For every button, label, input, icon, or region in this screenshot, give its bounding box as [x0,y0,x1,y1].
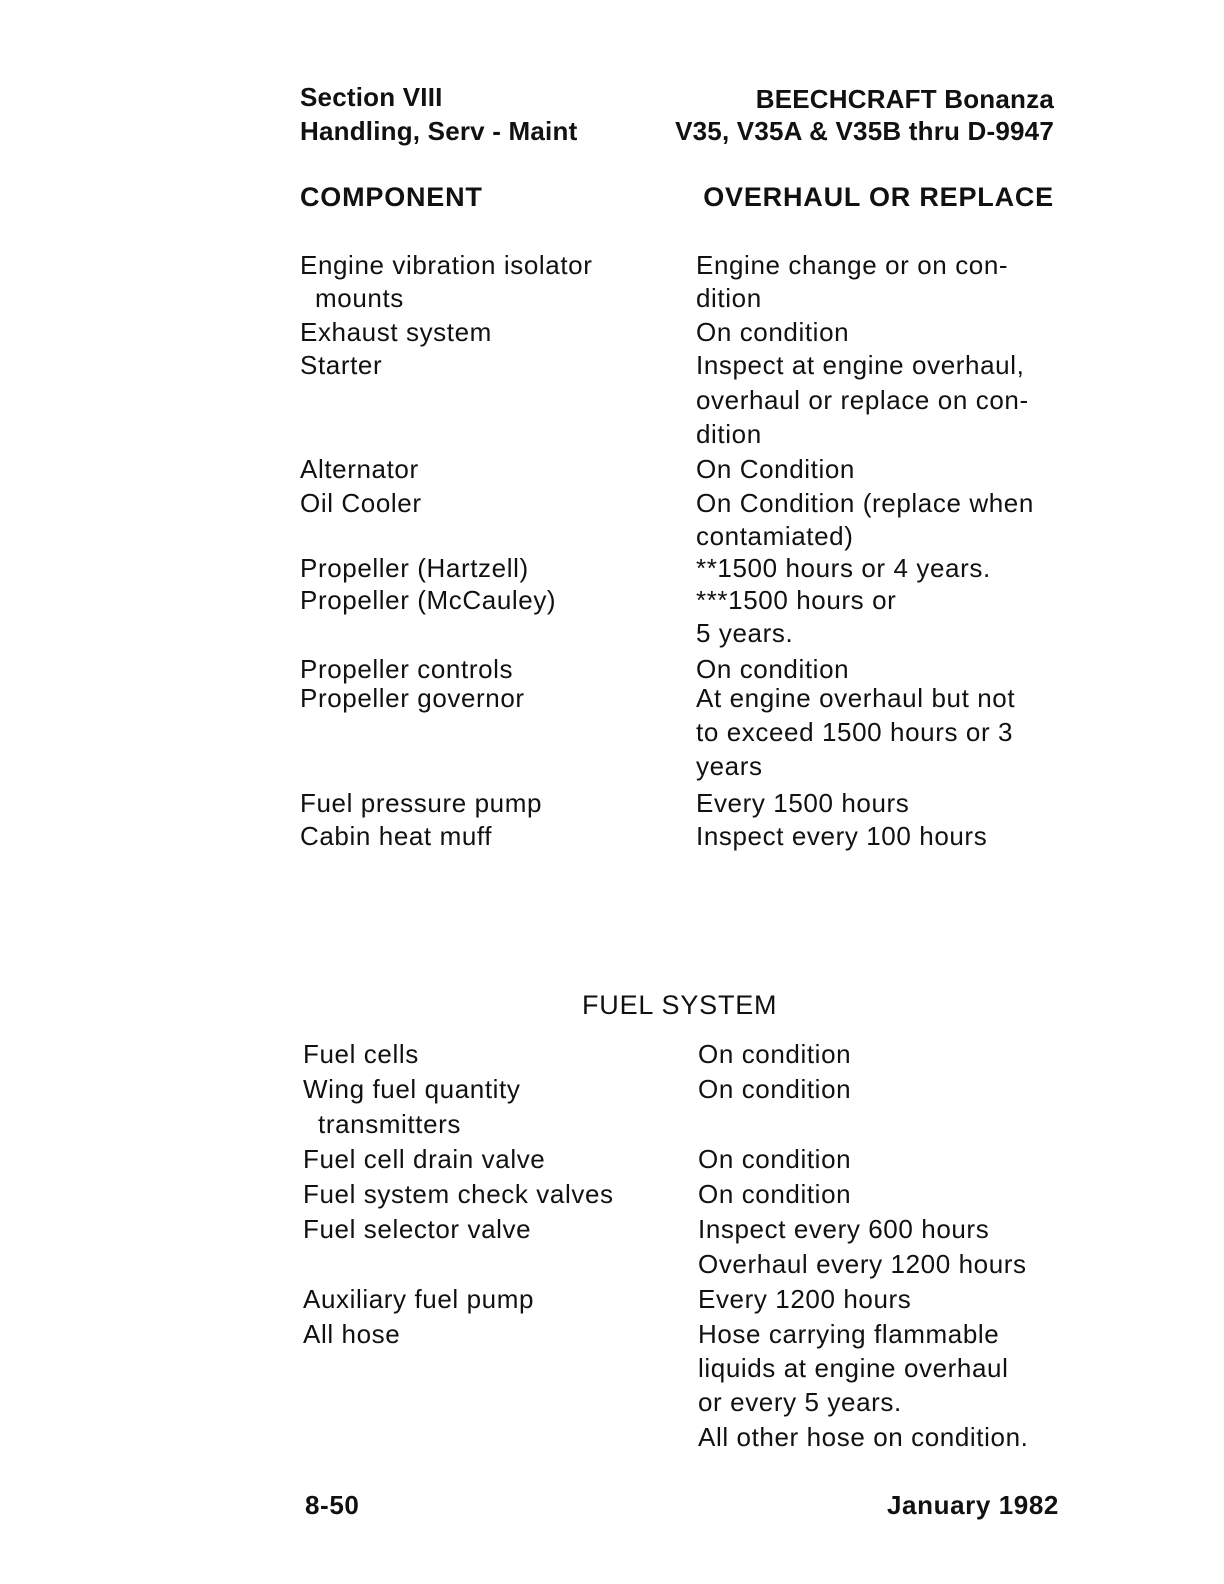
component-cabin-heat-muff: Cabin heat muff [300,821,493,851]
action-all-hose-line4: All other hose on condition. [698,1422,1029,1452]
component-oil-cooler: Oil Cooler [300,488,422,518]
component-engine-vibration-isolator: Engine vibration isolator [300,250,593,280]
action-starter-line1: Inspect at engine overhaul, [696,350,1025,380]
component-wing-fuel-quantity-cont: transmitters [318,1109,462,1139]
action-fuel-pressure-pump: Every 1500 hours [696,788,910,818]
component-propeller-governor: Propeller governor [300,683,525,713]
subsection-label: Handling, Serv - Maint [300,116,578,146]
page-date: January 1982 [887,1490,1059,1520]
component-propeller-hartzell: Propeller (Hartzell) [300,553,529,583]
action-auxiliary-fuel-pump: Every 1200 hours [698,1284,912,1314]
action-fuel-cells: On condition [698,1039,852,1069]
component-fuel-cells: Fuel cells [303,1039,419,1069]
models-label: V35, V35A & V35B thru D-9947 [675,116,1054,146]
action-propeller-mccauley-line1: ***1500 hours or [696,585,897,615]
component-engine-vibration-isolator-cont: mounts [315,283,404,313]
component-fuel-system-check-valves: Fuel system check valves [303,1179,614,1209]
action-engine-vibration-isolator: Engine change or on con- [696,250,1009,280]
action-exhaust-system: On condition [696,317,850,347]
component-propeller-controls: Propeller controls [300,654,514,684]
fuel-system-title: FUEL SYSTEM [582,990,778,1020]
action-all-hose-line1: Hose carrying flammable [698,1319,1000,1349]
action-starter-line2: overhaul or replace on con- [696,385,1029,415]
action-propeller-governor-line2: to exceed 1500 hours or 3 [696,717,1014,747]
action-propeller-governor-line1: At engine overhaul but not [696,683,1016,713]
action-propeller-mccauley-line2: 5 years. [696,618,794,648]
action-oil-cooler-line2: contamiated) [696,521,854,551]
action-fuel-system-check-valves: On condition [698,1179,852,1209]
action-propeller-governor-line3: years [696,751,763,781]
component-alternator: Alternator [300,454,419,484]
section-label: Section VIII [300,82,443,112]
component-fuel-selector-valve: Fuel selector valve [303,1214,532,1244]
action-oil-cooler-line1: On Condition (replace when [696,488,1034,518]
action-cabin-heat-muff: Inspect every 100 hours [696,821,988,851]
page-number: 8-50 [305,1490,360,1520]
brand-label: BEECHCRAFT Bonanza [755,84,1054,114]
action-engine-vibration-isolator-cont: dition [696,283,762,313]
action-all-hose-line3: or every 5 years. [698,1387,902,1417]
action-starter-line3: dition [696,419,762,449]
component-auxiliary-fuel-pump: Auxiliary fuel pump [303,1284,535,1314]
component-all-hose: All hose [303,1319,401,1349]
component-fuel-pressure-pump: Fuel pressure pump [300,788,543,818]
action-fuel-selector-valve-line1: Inspect every 600 hours [698,1214,990,1244]
action-fuel-selector-valve-line2: Overhaul every 1200 hours [698,1249,1027,1279]
action-wing-fuel-quantity: On condition [698,1074,852,1104]
action-alternator: On Condition [696,454,855,484]
column-header-action: OVERHAUL OR REPLACE [703,182,1054,212]
component-wing-fuel-quantity: Wing fuel quantity [303,1074,521,1104]
action-fuel-cell-drain-valve: On condition [698,1144,852,1174]
component-starter: Starter [300,350,383,380]
component-exhaust-system: Exhaust system [300,317,492,347]
column-header-component: COMPONENT [300,182,483,212]
component-fuel-cell-drain-valve: Fuel cell drain valve [303,1144,546,1174]
action-propeller-hartzell: **1500 hours or 4 years. [696,553,991,583]
action-all-hose-line2: liquids at engine overhaul [698,1353,1009,1383]
action-propeller-controls: On condition [696,654,850,684]
component-propeller-mccauley: Propeller (McCauley) [300,585,557,615]
